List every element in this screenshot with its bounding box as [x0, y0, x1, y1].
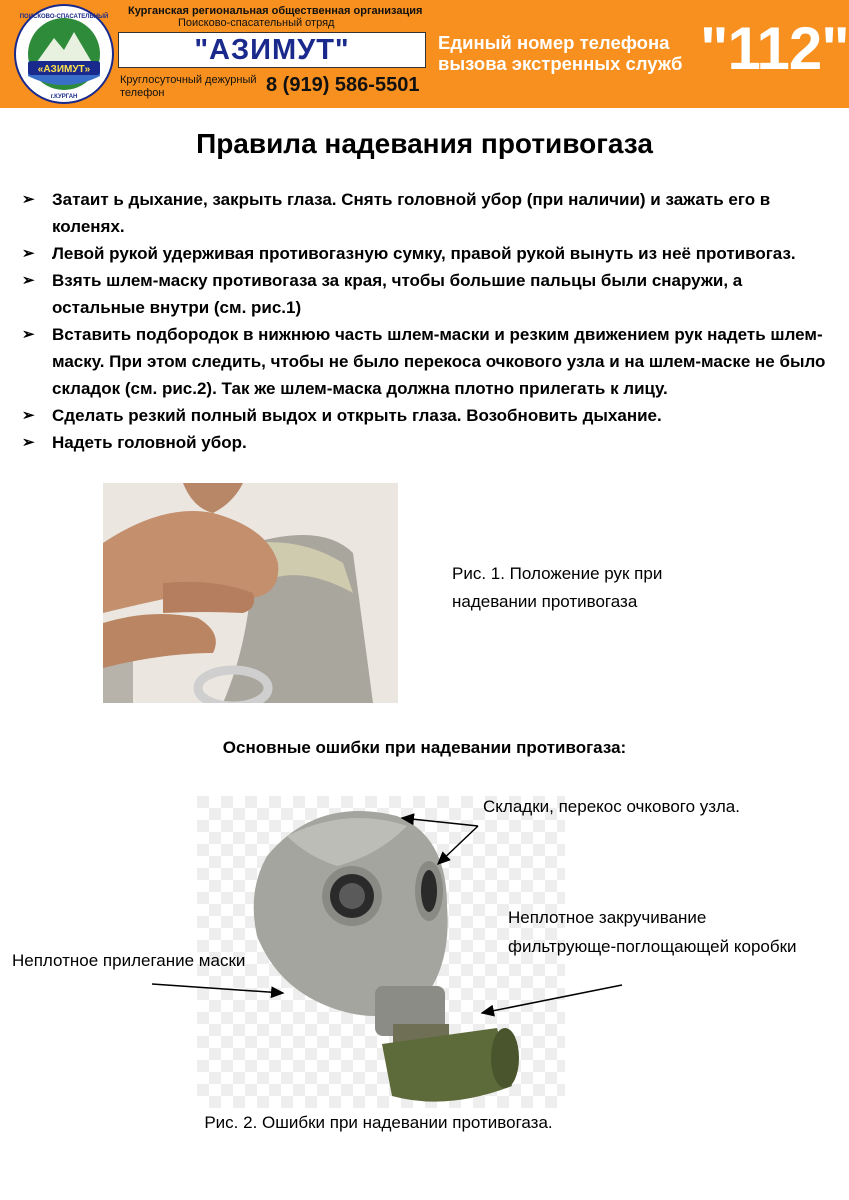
- page-title: Правила надевания противогаза: [196, 128, 653, 159]
- logo-ring-text: ПОИСКОВО-СПАСАТЕЛЬНЫЙ: [19, 14, 109, 20]
- emergency-number[interactable]: "112": [700, 15, 849, 82]
- filter-screw-label: [508, 903, 797, 961]
- arrow-bullet-icon: ➢: [22, 434, 35, 451]
- rule-text: Сделать резкий полный выдох и открыть глаза. Возобновить дыхание.: [52, 406, 662, 425]
- arrow-bullet-icon: ➢: [22, 407, 35, 424]
- figure1-caption-line1: Рис. 1. Положение рук при: [452, 564, 663, 583]
- filter-screw-label-line1: Неплотное закручивание: [508, 908, 707, 927]
- folds-label: Складки, перекос очкового узла.: [483, 797, 740, 816]
- figure1-caption-line2: надевании противогаза: [452, 592, 638, 611]
- list-item: [22, 429, 832, 456]
- filter-screw-label-line2: фильтрующе-поглощающей коробки: [508, 937, 797, 956]
- unified-number-label: [438, 32, 682, 74]
- header-band: [0, 0, 849, 108]
- azimut-logo: [10, 4, 118, 104]
- rule-text: Затаит ь дыхание, закрыть глаза. Снять головной убор (при наличии) и зажать его в коленях.: [52, 190, 771, 236]
- list-item: [22, 402, 832, 429]
- duty-phone-label: Круглосуточный дежурный телефон: [120, 74, 257, 99]
- arrow-bullet-icon: ➢: [22, 191, 35, 208]
- rules-list: [22, 186, 832, 456]
- duty-phone-number[interactable]: 8 (919) 586-5501: [266, 74, 420, 96]
- rule-text: Взять шлем-маску противогаза за края, чтобы большие пальцы были снаружи, а остальные внутри (см. рис.1): [52, 271, 743, 317]
- mask-fit-label: Неплотное прилегание маски: [12, 951, 246, 970]
- rule-text: Вставить подбородок в нижнюю часть шлем-маски и резким движением рук надеть шлем-маску. При этом следить, чтобы не было перекоса очкового узла и на шлем-маске не было складок (см. рис.2). Так же шлем-маска должна плотно прилегать к лицу.: [52, 325, 826, 398]
- figure1-caption: [452, 560, 662, 616]
- org-name-line1: Курганская региональная общественная организация: [128, 5, 423, 17]
- list-item: [22, 321, 832, 402]
- arrow-bullet-icon: ➢: [22, 326, 35, 343]
- errors-heading: Основные ошибки при надевании противогаза:: [222, 738, 627, 757]
- rule-text: Надеть головной убор.: [52, 433, 247, 452]
- list-item: [22, 240, 832, 267]
- arrow-bullet-icon: ➢: [22, 272, 35, 289]
- org-name-line2: Поисково-спасательный отряд: [178, 17, 335, 29]
- list-item: [22, 186, 832, 240]
- arrow-bullet-icon: ➢: [22, 245, 35, 262]
- unified-label-line1: Единый номер телефона: [438, 32, 670, 53]
- rule-text: Левой рукой удерживая противогазную сумку, правой рукой вынуть из неё противогаз.: [52, 244, 796, 263]
- logo-badge-text: «АЗИМУТ»: [37, 64, 91, 75]
- list-item: [22, 267, 832, 321]
- unified-label-line2: вызова экстренных служб: [438, 53, 683, 74]
- figure2-caption: Рис. 2. Ошибки при надевании противогаза.: [204, 1113, 553, 1132]
- hands-holding-mask-photo: [103, 483, 398, 703]
- logo-city-text: г.КУРГАН: [50, 94, 78, 100]
- org-brand-name: "АЗИМУТ": [118, 32, 426, 68]
